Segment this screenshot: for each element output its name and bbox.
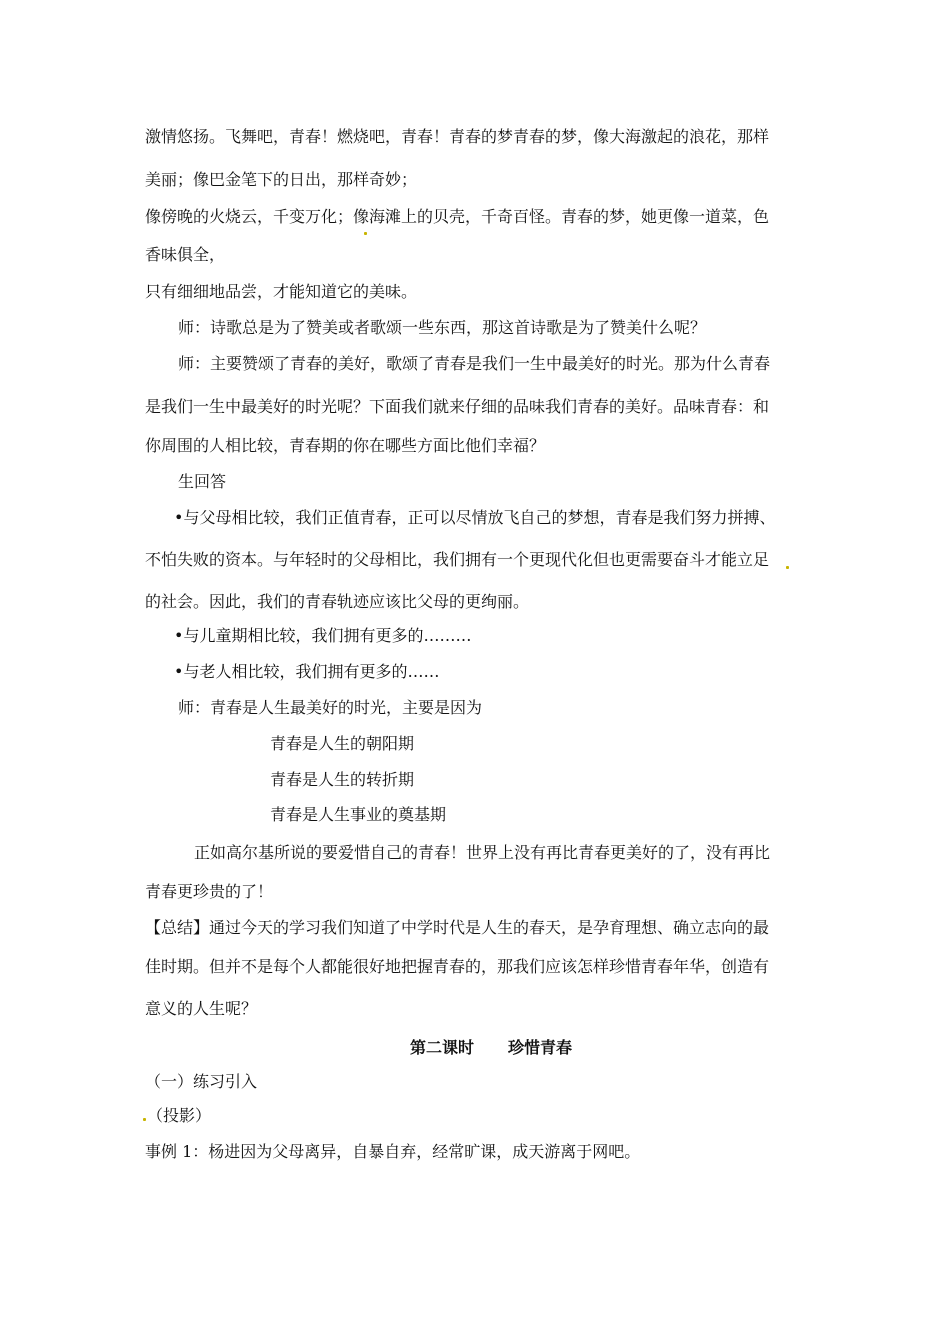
summary-line: 【总结】通过今天的学习我们知道了中学时代是人生的春天，是孕育理想、确立志向的最	[145, 918, 770, 937]
paragraph-line: 只有细细地品尝，才能知道它的美味。	[145, 282, 418, 301]
bullet-line: •与父母相比较，我们正值青春，正可以尽情放飞自己的梦想，青春是我们努力拼搏、	[174, 508, 776, 527]
projection-label: （投影）	[147, 1106, 212, 1125]
teacher-question-line: 师：诗歌总是为了赞美或者歌颂一些东西，那这首诗歌是为了赞美什么呢？	[178, 318, 707, 337]
subsection-label: （一）练习引入	[145, 1072, 258, 1091]
quote-line: 正如高尔基所说的要爱惜自己的青春！世界上没有再比青春更美好的了，没有再比	[194, 843, 771, 862]
paragraph-line: 激情悠扬。飞舞吧，青春！燃烧吧，青春！青春的梦青春的梦，像大海激起的浪花，那样	[145, 127, 770, 146]
section-heading-title: 珍惜青春	[508, 1038, 573, 1057]
paragraph-line: 你周围的人相比较，青春期的你在哪些方面比他们幸福？	[145, 436, 546, 455]
indented-point: 青春是人生事业的奠基期	[270, 805, 447, 824]
paragraph-line: 不怕失败的资本。与年轻时的父母相比，我们拥有一个更现代化但也更需要奋斗才能立足	[145, 550, 770, 569]
indented-point: 青春是人生的转折期	[270, 770, 415, 789]
example-line: 事例 1：杨进因为父母离异，自暴自弃，经常旷课，成天游离于网吧。	[145, 1142, 641, 1161]
paragraph-line: 香味俱全，	[145, 245, 226, 264]
stray-mark	[143, 1118, 146, 1121]
bullet-line: •与老人相比较，我们拥有更多的……	[174, 662, 440, 681]
paragraph-line: 佳时期。但并不是每个人都能很好地把握青春的，那我们应该怎样珍惜青春年华，创造有	[145, 957, 770, 976]
teacher-statement-line: 师：青春是人生最美好的时光，主要是因为	[178, 698, 483, 717]
paragraph-line: 的社会。因此，我们的青春轨迹应该比父母的更绚丽。	[145, 592, 530, 611]
paragraph-line: 美丽；像巴金笔下的日出，那样奇妙；	[145, 170, 418, 189]
paragraph-line: 青春更珍贵的了！	[145, 882, 274, 901]
teacher-answer-line: 师：主要赞颂了青春的美好，歌颂了青春是我们一生中最美好的时光。那为什么青春	[178, 354, 771, 373]
paragraph-line: 是我们一生中最美好的时光呢？下面我们就来仔细的品味我们青春的美好。品味青春：和	[145, 397, 770, 416]
indented-point: 青春是人生的朝阳期	[270, 734, 415, 753]
student-answer-label: 生回答	[178, 472, 227, 491]
stray-mark	[364, 232, 367, 235]
section-heading-part: 第二课时	[410, 1038, 475, 1057]
paragraph-line: 意义的人生呢？	[145, 999, 258, 1018]
stray-mark	[786, 566, 789, 569]
bullet-line: •与儿童期相比较，我们拥有更多的………	[174, 626, 472, 645]
paragraph-line: 像傍晚的火烧云，千变万化；像海滩上的贝壳，千奇百怪。青春的梦，她更像一道菜，色	[145, 207, 770, 226]
